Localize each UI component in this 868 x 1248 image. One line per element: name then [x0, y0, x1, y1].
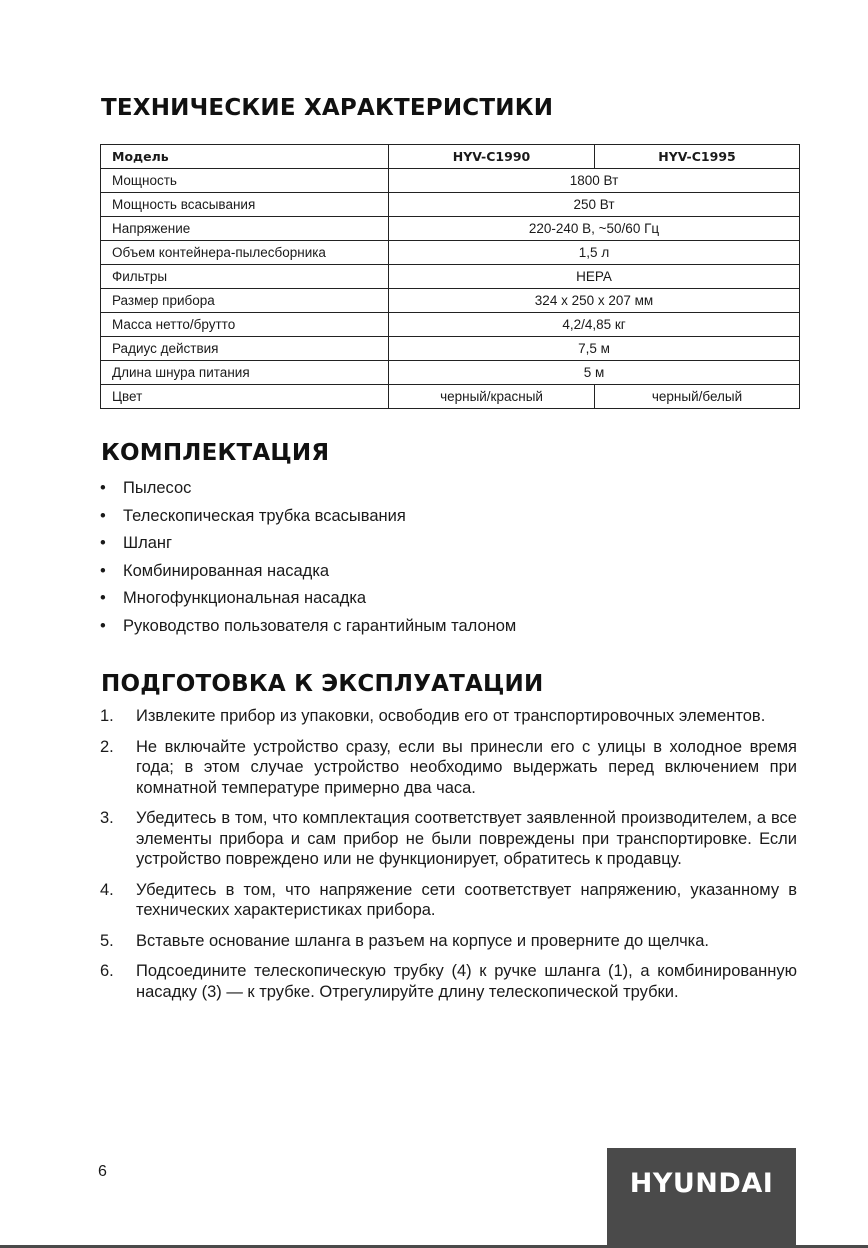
- step-item: [100, 808, 797, 870]
- bullet-icon: •: [100, 479, 106, 497]
- row-value: 250 Вт: [389, 193, 800, 217]
- step-text: Извлеките прибор из упаковки, освободив его от транспортировочных элементов.: [136, 707, 766, 725]
- row-label: Фильтры: [101, 265, 389, 289]
- bullet-icon: •: [100, 616, 106, 635]
- list-item-text: Многофункциональная насадка: [123, 589, 367, 607]
- table-row: [101, 193, 800, 217]
- table-row: [101, 337, 800, 361]
- step-item: [100, 880, 797, 921]
- row-value: HEPA: [389, 265, 800, 289]
- table-row-color: [101, 385, 800, 409]
- row-value-model-1: черный/красный: [389, 385, 595, 409]
- step-item: [100, 706, 797, 727]
- table-header-row: [101, 145, 800, 169]
- table-row: [101, 265, 800, 289]
- step-text: Убедитесь в том, что комплектация соответствует заявленной производителем, а все элементы прибора и сам прибор не были повреждены при транспортировке. Если устройство повреждено или не функционирует, обратитесь к продавцу.: [136, 809, 797, 868]
- bullet-icon: •: [100, 534, 106, 552]
- list-item: [100, 615, 516, 643]
- step-text: Не включайте устройство сразу, если вы принесли его с улицы в холодное время года; в этом случае устройство необходимо выдержать перед включением при комнатной температуре примерно два часа.: [136, 737, 797, 797]
- table-row: [101, 241, 800, 265]
- list-item-text: Руководство пользователя с гарантийным талоном: [123, 616, 517, 635]
- prep-heading: ПОДГОТОВКА К ЭКСПЛУАТАЦИИ: [101, 671, 544, 697]
- table-row: [101, 289, 800, 313]
- prep-steps: [100, 706, 797, 1012]
- row-value: 7,5 м: [389, 337, 800, 361]
- list-item: [100, 587, 516, 615]
- bullet-icon: •: [100, 589, 106, 607]
- table-row: [101, 217, 800, 241]
- kit-list: [100, 477, 516, 642]
- row-value: 5 м: [389, 361, 800, 385]
- step-number: 5.: [100, 931, 114, 950]
- page-number: 6: [98, 1163, 107, 1180]
- row-label: Мощность всасывания: [101, 193, 389, 217]
- row-value-model-2: черный/белый: [595, 385, 800, 409]
- row-value: 324 x 250 x 207 мм: [389, 289, 800, 313]
- row-label: Мощность: [101, 169, 389, 193]
- list-item: [100, 505, 516, 533]
- list-item-text: Телескопическая трубка всасывания: [123, 506, 406, 525]
- table-row: [101, 313, 800, 337]
- list-item: [100, 532, 516, 560]
- table-row: [101, 361, 800, 385]
- row-value: 1800 Вт: [389, 169, 800, 193]
- table-row: [101, 169, 800, 193]
- brand-logo-text: HYUNDAI: [629, 1168, 774, 1199]
- step-number: 2.: [100, 737, 114, 756]
- row-label: Объем контейнера-пылесборника: [101, 241, 389, 265]
- header-model-1: HYV-C1990: [389, 145, 595, 169]
- row-value: 4,2/4,85 кг: [389, 313, 800, 337]
- specs-heading: ТЕХНИЧЕСКИЕ ХАРАКТЕРИСТИКИ: [101, 95, 554, 121]
- step-item: [100, 737, 797, 799]
- row-label: Длина шнура питания: [101, 361, 389, 385]
- list-item-text: Шланг: [123, 534, 173, 552]
- step-number: 6.: [100, 962, 114, 980]
- list-item-text: Комбинированная насадка: [123, 561, 330, 580]
- kit-heading: КОМПЛЕКТАЦИЯ: [101, 440, 330, 466]
- row-value: 220-240 В, ~50/60 Гц: [389, 217, 800, 241]
- row-label: Размер прибора: [101, 289, 389, 313]
- row-label: Радиус действия: [101, 337, 389, 361]
- bullet-icon: •: [100, 506, 106, 525]
- brand-logo: [607, 1148, 796, 1248]
- step-number: 1.: [100, 707, 114, 725]
- list-item: [100, 477, 516, 505]
- row-value: 1,5 л: [389, 241, 800, 265]
- row-label: Напряжение: [101, 217, 389, 241]
- step-item: [100, 931, 797, 952]
- list-item-text: Пылесос: [123, 479, 192, 497]
- specs-table: [100, 144, 800, 409]
- step-text: Вставьте основание шланга в разъем на корпусе и проверните до щелчка.: [136, 931, 710, 950]
- step-number: 4.: [100, 880, 114, 899]
- header-label: Модель: [101, 145, 389, 169]
- list-item: [100, 560, 516, 588]
- step-number: 3.: [100, 809, 114, 827]
- step-text: Убедитесь в том, что напряжение сети соответствует напряжению, указанному в технических характеристиках прибора.: [136, 880, 797, 919]
- bullet-icon: •: [100, 561, 106, 580]
- header-model-2: HYV-C1995: [595, 145, 800, 169]
- row-label: Масса нетто/брутто: [101, 313, 389, 337]
- step-text: Подсоедините телескопическую трубку (4) к ручке шланга (1), а комбинированную насадку (3) — к трубке. Отрегулируйте длину телескопической трубки.: [136, 962, 797, 1001]
- row-label: Цвет: [101, 385, 389, 409]
- step-item: [100, 961, 797, 1002]
